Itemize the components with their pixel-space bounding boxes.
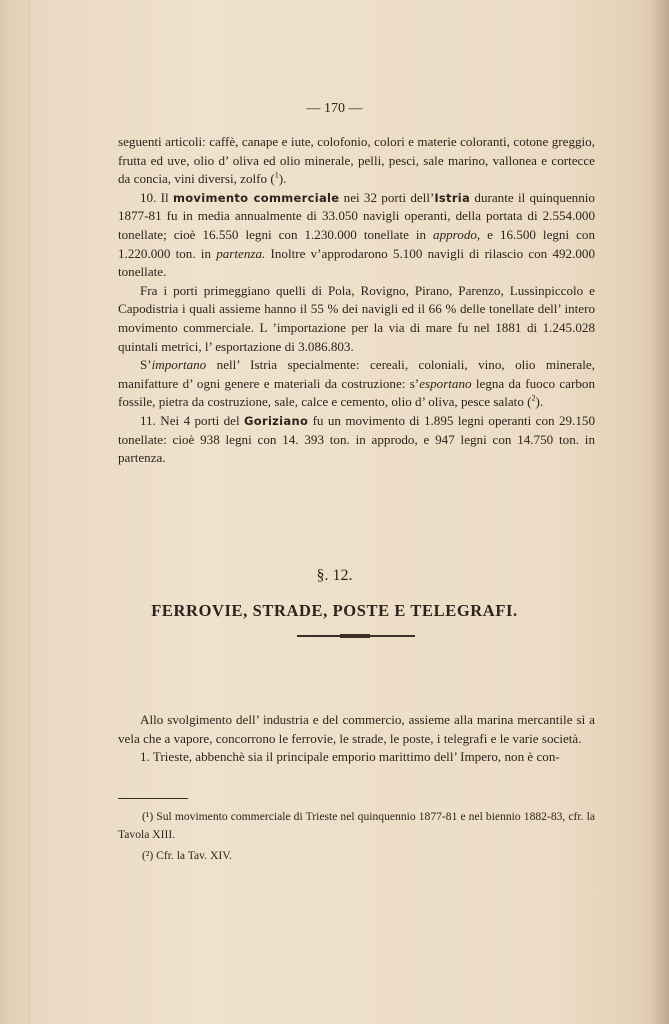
title-rule-ornament [340,634,370,638]
paragraph-intro: seguenti articoli: caffè, canape e iute, colofonio, colori e materie coloranti, cotone greggio, frutta ed uve, olio d’ oliva ed olio minerale, pelli, pesci, sale marino, vallonea e cortecce da concia, vini diversi, zolfo ($^1$). [118,134,595,187]
footnote-1: (¹) Sul movimento commerciale di Trieste nel quinquennio 1877-81 e nel biennio 1882-83, cfr. la Tavola XIII. [118,810,595,841]
section-number: §. 12. [316,567,353,584]
paragraph-trieste: 1. Trieste, abbenchè sia il principale emporio marittimo dell’ Impero, non è con- [140,749,560,765]
footnote-rule [118,798,188,799]
bold-term: Goriziano [244,413,309,428]
paragraph-ports: Fra i porti primeggiano quelli di Pola, Rovigno, Pirano, Parenzo, Lussinpiccolo e Capodistria i quali assieme hanno il 55 % dei navigli ed il 66 % delle tonellate dell’ intero movimento commerciale. L ’importazione per la via di mare fu nel 1881 di 1.245.028 quintali metrici, l’ esportazione di 3.086.803. [118,282,595,354]
paragraph-imports: S’importano nell’ Istria specialmente: cereali, coloniali, vino, olio minerale, manifatture d’ ogni genere e materiali da costruzione: s’esportano legna da fuoco carbon fossile, pietra da costruzione, sale, calce e cemento, olio d’ oliva, pesce salato ($^2$). [118,357,595,410]
paragraph-10-istria: 10. Il movimento commerciale nei 32 porti dell’Istria durante il quinquennio 1877-81 fu in media annualmente di 33.050 navigli operanti, della portata di 2.554.000 tonellate; cioè 16.550 legni con 1.230.000 tonellate in approdo, e 16.500 legni con 1.220.000 ton. in partenza. Inoltre v’approdarono 5.100 navigli di rilascio con 492.000 tonellate. [118,189,595,280]
page-edge-shadow [651,0,669,1024]
footnotes [118,808,595,868]
page-crease [29,0,30,1024]
paragraph-section-intro: Allo svolgimento dell’ industria e del commercio, assieme alla marina mercantile sì a vela che a vapore, concorrono le ferrovie, le strade, le poste, i telegrafi e le varie società. [118,712,595,746]
footnote-2: (²) Cfr. la Tav. XIV. [142,849,233,862]
page-number: — 170 — [306,101,363,116]
bold-term: movimento commerciale [172,190,340,205]
upper-text [118,133,595,468]
section-title: FERROVIE, STRADE, POSTE E TELEGRAFI. [151,601,518,620]
section-text [118,711,595,767]
paragraph-11-goriziano: 11. Nei 4 porti del Goriziano fu un movimento di 1.895 legni operanti con 29.150 tonellate: cioè 938 legni con 14. 393 ton. in approdo, e 947 legni con 14.750 ton. in partenza. [118,412,595,466]
bold-term: Istria [434,190,471,205]
